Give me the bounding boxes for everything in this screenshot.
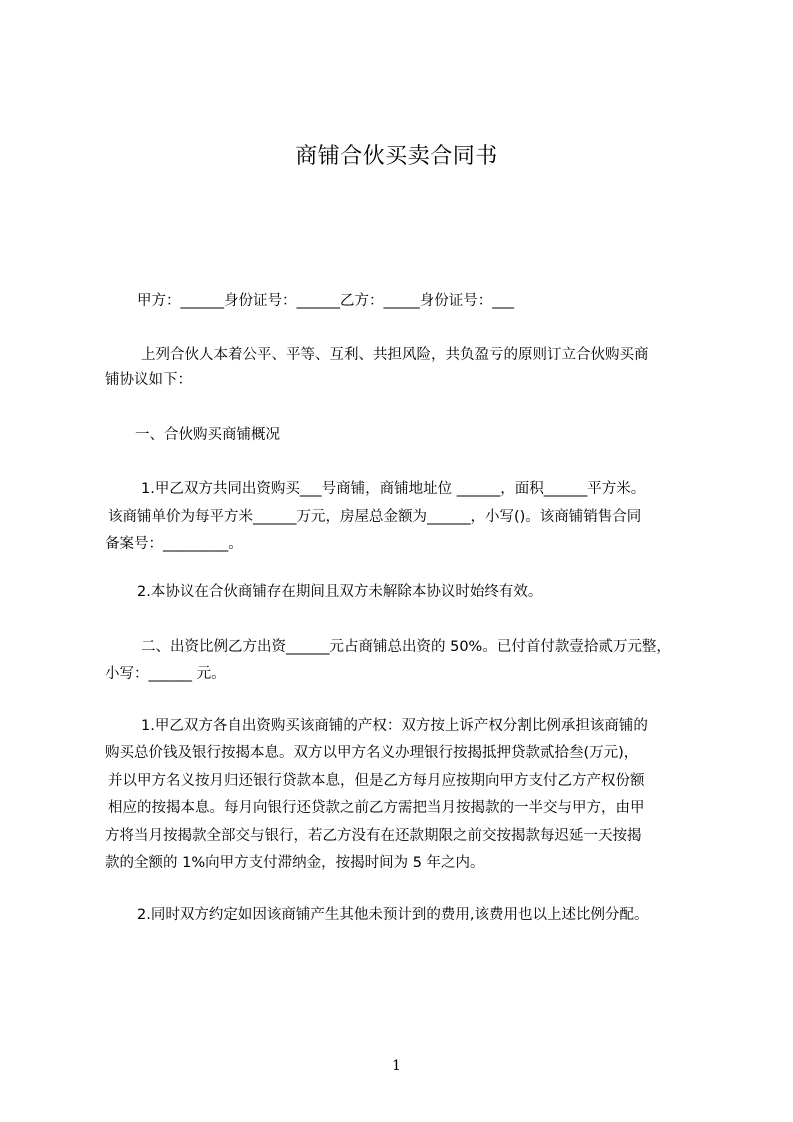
clause-2-1-line-2: 购买总价钱及银行按揭本息。双方以甲方名义办理银行按揭抵押贷款贰拾叁(万元)， xyxy=(105,745,639,761)
intro-line-2: 铺协议如下： xyxy=(105,372,192,388)
clause-2-1-line-5: 方将当月按揭款全部交与银行，若乙方没有在还款期限之前交按揭款每迟延一天按揭 xyxy=(105,828,642,844)
parties-line: 甲方：______身份证号：______乙方：_____身份证号：___ xyxy=(137,293,514,309)
clause-1-1-line-1: 1.甲乙双方共同出资购买___号商铺，商铺地址位 ______，面积______平方米。 xyxy=(141,481,646,497)
clause-2-1-line-6: 款的全额的 1%向甲方支付滞纳金，按揭时间为 5 年之内。 xyxy=(105,855,485,871)
clause-1-1-line-2: 该商铺单价为每平方米______万元，房屋总金额为______，小写()。该商铺销售合同 xyxy=(108,509,642,525)
clause-1-2: 2.本协议在合伙商铺存在期间且双方未解除本协议时始终有效。 xyxy=(137,584,543,600)
section-2-line-1: 二、出资比例乙方出资______元占商铺总出资的 50%。已付首付款壹拾贰万元整， xyxy=(141,639,671,655)
section-1-heading: 一、合伙购买商铺概况 xyxy=(135,427,280,443)
clause-2-1-line-4: 相应的按揭本息。每月向银行还贷款之前乙方需把当月按揭款的一半交与甲方，由甲 xyxy=(108,800,645,816)
section-2-line-2: 小写：______ 元。 xyxy=(105,666,226,682)
intro-line-1: 上列合伙人本着公平、平等、互利、共担风险，共负盈亏的原则订立合伙购买商 xyxy=(141,347,649,363)
page-number: 1 xyxy=(392,1058,401,1074)
clause-2-2: 2.同时双方约定如因该商铺产生其他未预计到的费用,该费用也以上述比例分配。 xyxy=(137,907,649,923)
clause-1-1-line-3: 备案号：_________。 xyxy=(105,536,243,552)
document-title: 商铺合伙买卖合同书 xyxy=(295,144,498,169)
clause-2-1-line-1: 1.甲乙双方各自出资购买该商铺的产权：双方按上诉产权分割比例承担该商铺的 xyxy=(141,718,648,734)
clause-2-1-line-3: 并以甲方名义按月归还银行贷款本息，但是乙方每月应按期向甲方支付乙方产权份额 xyxy=(108,773,645,789)
